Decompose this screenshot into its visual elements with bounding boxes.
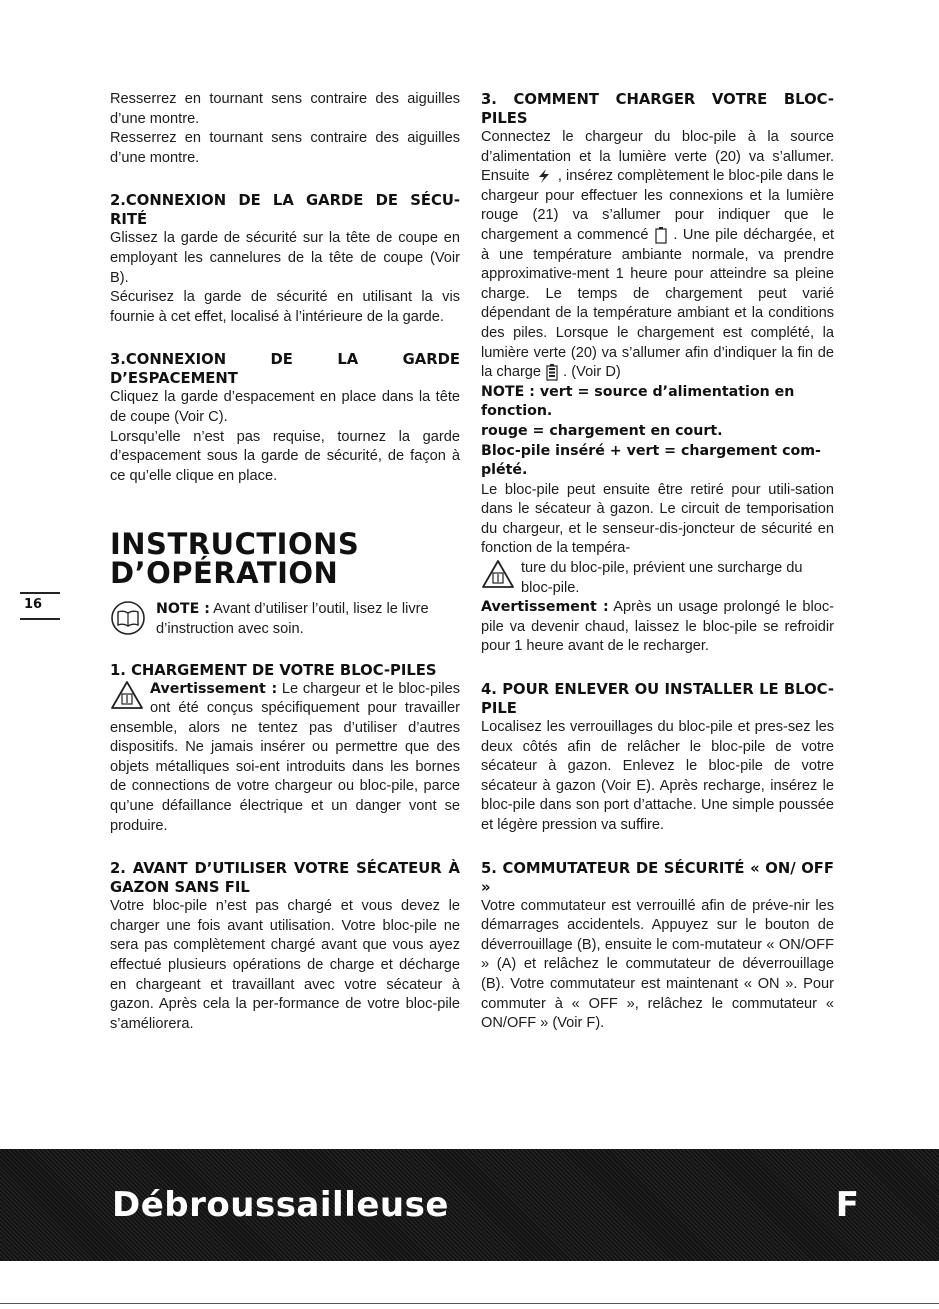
section-heading-how-to-charge: 3. COMMENT CHARGER VOTRE BLOC-PILES [481,91,834,127]
section-heading-charging: 1. CHARGEMENT DE VOTRE BLOC-PILES [110,661,437,679]
right-column [481,90,834,1034]
paragraph: Le bloc-pile peut ensuite être retiré pour utili-sation dans le sécateur à gazon. Le circuit de temporisation du chargeur, et le senseur-dis-joncteur de sécurité en fonction de la tempéra- [481,481,834,557]
paragraph: Sécurisez la garde de sécurité en utilisant la vis fournie à cet effet, localisé à l’intérieure de la garde. [110,289,460,325]
book-icon [110,600,146,636]
note-line: NOTE : vert = source d’alimentation en fonction. [481,383,795,420]
section-heading-before-use: 2. AVANT D’UTILISER VOTRE SÉCATEUR À GAZON SANS FIL [110,860,460,897]
note-label: NOTE : [156,601,210,618]
note-text: Avant d’utiliser l’outil, lisez le livre d’instruction avec soin. [156,601,429,637]
paragraph: ture du bloc-pile, prévient une surcharge du bloc-pile. [521,560,803,596]
empty-battery-icon [654,226,668,244]
section-heading-remove-install: 4. POUR ENLEVER OU INSTALLER LE BLOC-PILE [481,681,834,718]
warning-block [481,559,834,598]
warning-text: Le chargeur et le bloc-piles ont été conçus spécifiquement pour travailler ensemble, alors ne tentez pas d’utiliser d’autres dispositifs. Ne jamais insérer ou permettre que des objets métalliques soi-ent introduits dans les bornes de connections de votre chargeur ou bloc-pile, parce qu’une défaillance électrique et un danger vont se produire. [110,680,460,834]
paragraph: Connectez le chargeur du bloc-pile à la source d’alimentation et la lumière verte (20) va s’allumer. Ensuite , insérez complètement le bloc-pile dans le chargeur pour effectuer les connexions et la lumière rouge (21) va s’allumer pour indiquer que le chargement a commencé . Une pile déchargée, et à une température ambiante normale, va prendre approximative-ment 1 heure pour atteindre sa pleine charge. Le temps de chargement peut varié dépendant de la température ambiant et la conditions des piles. Lorsque le chargement est complété, la lumière verte (20) va s’allumer afin d’indiquer la fin de la charge . (Voir D) [481,129,834,381]
note-line: rouge = chargement en court. [481,422,723,439]
full-battery-icon [545,363,559,381]
paragraph: Localisez les verrouillages du bloc-pile et pres-sez les deux côtés afin de relâcher le bloc-pile de votre sécateur à gazon. Enlevez le bloc-pile de votre sécateur à gazon (Voir E). Après recharge, insérez le bloc-pile dans son port d’attache. Une simple poussée et légère pression va suffire. [481,719,834,833]
paragraph: Resserrez en tournant sens contraire des aiguilles d’une montre. [110,91,460,127]
note-line: Bloc-pile inséré + vert = chargement com-plété. [481,442,821,479]
paragraph: Cliquez la garde d’espacement en place dans la tête de coupe (Voir C). [110,389,460,425]
page-number-marker [0,592,60,620]
paragraph: Resserrez en tournant sens contraire des aiguilles d’une montre. [110,130,460,166]
warning-text: Après un usage prolongé le bloc-pile va devenir chaud, laissez le bloc-pile se refroidir pour 1 heure avant de le recharger. [481,599,834,655]
main-title [110,527,460,591]
warning-block [110,680,460,837]
warning-label: Avertissement : [481,599,609,616]
language-letter: F [835,1185,859,1225]
page-number: 16 [24,597,43,612]
paragraph: Votre commutateur est verrouillé afin de préve-nir les démarrages accidentels. Appuyez sur le bouton de déverrouillage (B), ensuite le com-mutateur « ON/OFF » (A) et relâchez le commutateur de déverrouillage (B). Votre commutateur est maintenant « ON ». Pour commuter à « OFF », relâchez le commutateur « ON/OFF » (Voir F). [481,897,834,1032]
warning-icon [481,559,515,589]
divider [20,618,60,620]
left-column [110,90,460,1034]
note-block [110,600,460,639]
divider [0,1303,939,1304]
warning-label: Avertissement : [150,680,278,697]
warning-icon [110,680,144,710]
footer-banner [0,1149,939,1261]
main-title-line-2: D’OPÉRATION [110,556,339,591]
paragraph: Votre bloc-pile n’est pas chargé et vous devez le charger une fois avant utilisation. Votre bloc-pile ne sera pas complètement chargé avant que vous ayez effectué plusieurs opérations de charge et décharge en chargeant et travaillant avec votre sécateur à gazon. Après cela la per-formance de votre bloc-pile s’améliorera. [110,898,460,1032]
section-heading-spacing-guard: 3.CONNEXION DE LA GARDE D’ESPACEMENT [110,351,460,388]
main-title-line-1: INSTRUCTIONS [110,527,360,562]
footer-title: Débroussailleuse [112,1185,449,1225]
divider [20,592,60,594]
section-heading-security-guard: 2.CONNEXION DE LA GARDE DE SÉCU-RITÉ [110,192,460,229]
paragraph: Glissez la garde de sécurité sur la tête de coupe en employant les cannelures de la tête de coupe (Voir B). [110,230,460,286]
paragraph: Lorsqu’elle n’est pas requise, tournez la garde d’espacement sous la garde de sécurité, de façon à ce qu’elle clique en place. [110,428,460,484]
lightning-icon [534,168,554,184]
section-heading-safety-switch: 5. COMMUTATEUR DE SÉCURITÉ « ON/ OFF » [481,859,834,896]
